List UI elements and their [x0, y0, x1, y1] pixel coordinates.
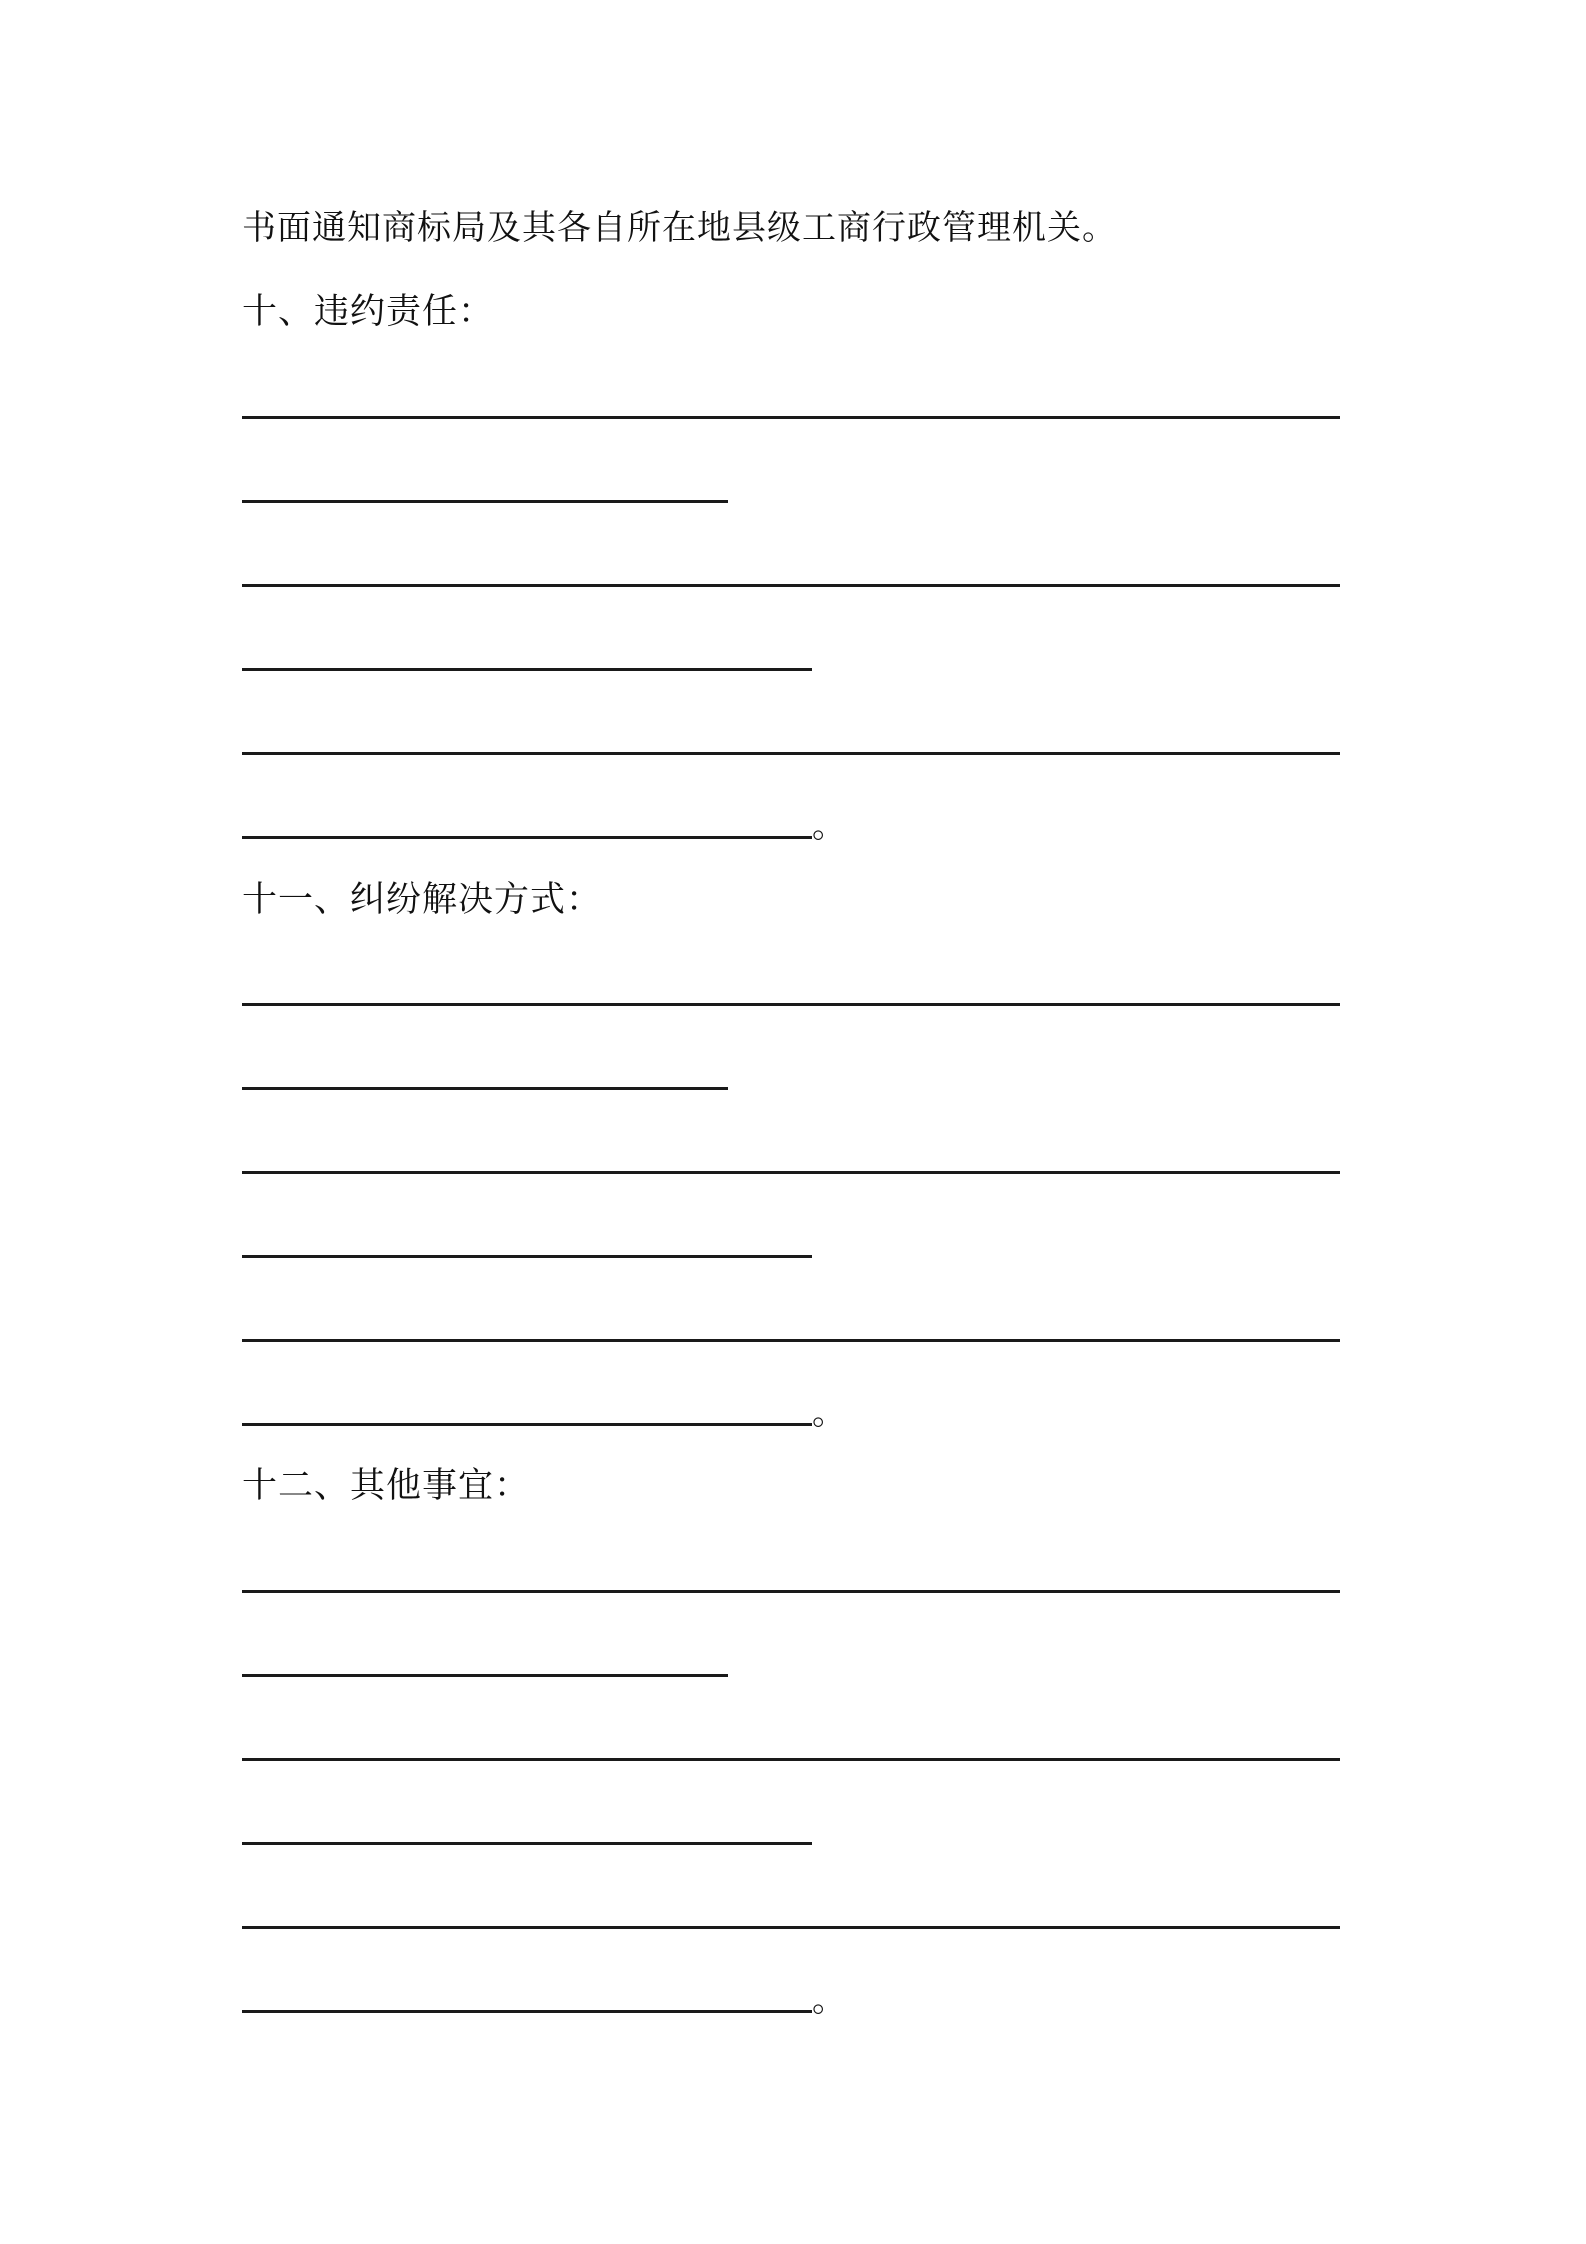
fill-blank-line[interactable]	[242, 836, 812, 839]
section-heading-other-matters: 十二、其他事宜：	[242, 1466, 531, 1506]
fill-blank-line[interactable]	[242, 1590, 1340, 1593]
fill-blank-line[interactable]	[242, 1926, 1340, 1929]
ending-period: 。	[812, 1980, 846, 2020]
ending-period: 。	[812, 806, 846, 846]
fill-blank-line[interactable]	[242, 1842, 812, 1845]
fill-blank-line[interactable]	[242, 584, 1340, 587]
fill-blank-line[interactable]	[242, 1171, 1340, 1174]
fill-blank-line[interactable]	[242, 752, 1340, 755]
section-heading-breach-liability: 十、违约责任：	[242, 292, 495, 332]
fill-blank-line[interactable]	[242, 2010, 812, 2013]
fill-blank-line[interactable]	[242, 500, 728, 503]
ending-period: 。	[812, 1393, 846, 1433]
fill-blank-line[interactable]	[242, 416, 1340, 419]
intro-paragraph: 书面通知商标局及其各自所在地县级工商行政管理机关。	[242, 208, 1117, 248]
fill-blank-line[interactable]	[242, 668, 812, 671]
fill-blank-line[interactable]	[242, 1003, 1340, 1006]
fill-blank-line[interactable]	[242, 1339, 1340, 1342]
fill-blank-line[interactable]	[242, 1087, 728, 1090]
section-heading-dispute-resolution: 十一、纠纷解决方式：	[242, 880, 603, 920]
fill-blank-line[interactable]	[242, 1758, 1340, 1761]
fill-blank-line[interactable]	[242, 1674, 728, 1677]
fill-blank-line[interactable]	[242, 1423, 812, 1426]
fill-blank-line[interactable]	[242, 1255, 812, 1258]
